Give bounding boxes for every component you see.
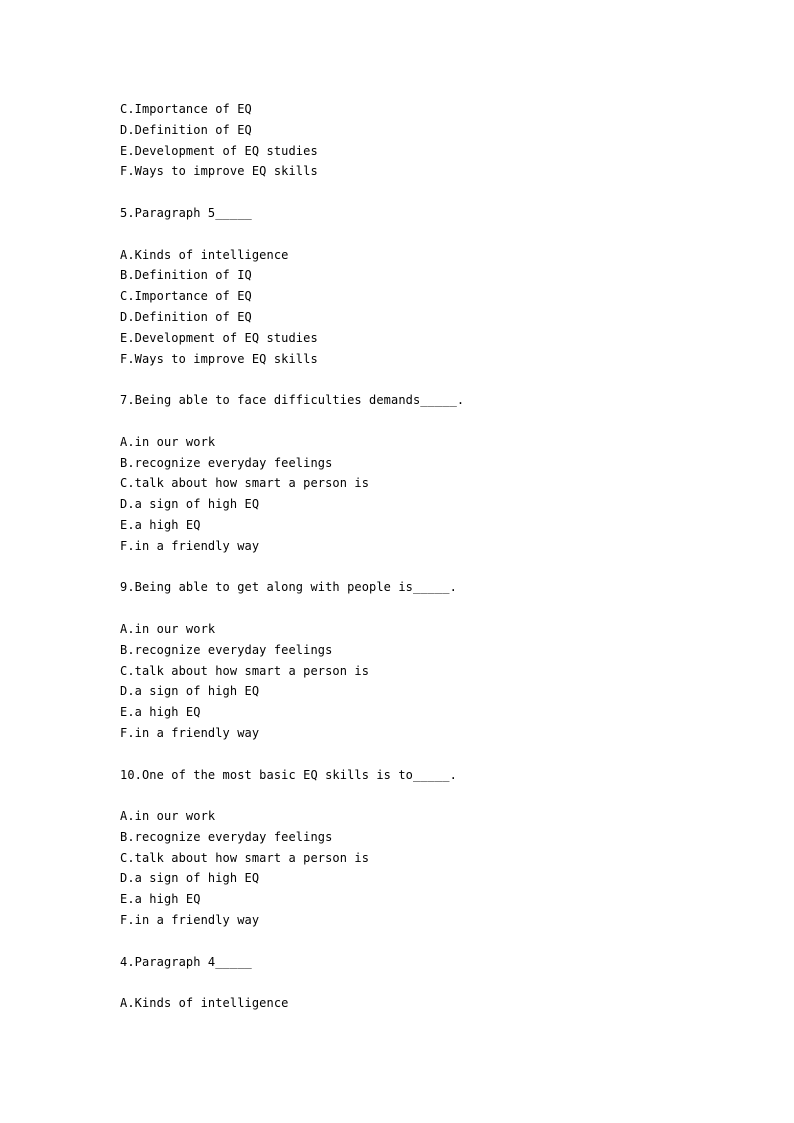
option-item: E.a high EQ [120, 517, 201, 532]
option-item: D.Definition of EQ [120, 309, 252, 324]
option-item: E.Development of EQ studies [120, 330, 318, 345]
option-item: A.Kinds of intelligence [120, 247, 289, 262]
option-item: F.in a friendly way [120, 725, 260, 740]
option-item: B.recognize everyday feelings [120, 455, 333, 470]
option-item: F.in a friendly way [120, 538, 260, 553]
option-item: A.in our work [120, 434, 216, 449]
option-item: F.in a friendly way [120, 913, 260, 928]
option-item: B.recognize everyday feelings [120, 829, 333, 844]
spacer [120, 972, 760, 993]
spacer [120, 182, 760, 203]
option-list [120, 245, 760, 370]
option-item: C.talk about how smart a person is [120, 476, 370, 491]
option-list [120, 99, 760, 182]
option-item: D.a sign of high EQ [120, 497, 260, 512]
spacer [120, 369, 760, 390]
option-item: C.Importance of EQ [120, 289, 252, 304]
option-item: F.Ways to improve EQ skills [120, 164, 318, 179]
option-item: C.talk about how smart a person is [120, 850, 370, 865]
spacer [120, 744, 760, 765]
option-item: D.Definition of EQ [120, 122, 252, 137]
document-page [120, 99, 760, 1014]
question-9: 9.Being able to get along with people is_____. [120, 580, 457, 595]
option-item: C.Importance of EQ [120, 102, 252, 116]
option-item: E.a high EQ [120, 705, 201, 720]
spacer [120, 931, 760, 952]
option-item: B.recognize everyday feelings [120, 642, 333, 657]
question-7: 7.Being able to face difficulties demands_____. [120, 393, 465, 408]
option-list [120, 806, 760, 931]
option-list [120, 993, 760, 1014]
option-item: A.Kinds of intelligence [120, 996, 289, 1011]
option-item: E.Development of EQ studies [120, 143, 318, 158]
option-list [120, 619, 760, 744]
question-5: 5.Paragraph 5_____ [120, 205, 252, 220]
spacer [120, 411, 760, 432]
option-item: A.in our work [120, 809, 216, 824]
spacer [120, 598, 760, 619]
question-10: 10.One of the most basic EQ skills is to_____. [120, 767, 457, 782]
spacer [120, 224, 760, 245]
question-4: 4.Paragraph 4_____ [120, 954, 252, 969]
option-item: B.Definition of IQ [120, 268, 252, 283]
spacer [120, 785, 760, 806]
spacer [120, 557, 760, 578]
option-item: C.talk about how smart a person is [120, 663, 370, 678]
option-item: F.Ways to improve EQ skills [120, 351, 318, 366]
option-item: D.a sign of high EQ [120, 871, 260, 886]
option-item: D.a sign of high EQ [120, 684, 260, 699]
option-item: E.a high EQ [120, 892, 201, 907]
option-item: A.in our work [120, 621, 216, 636]
option-list [120, 432, 760, 557]
